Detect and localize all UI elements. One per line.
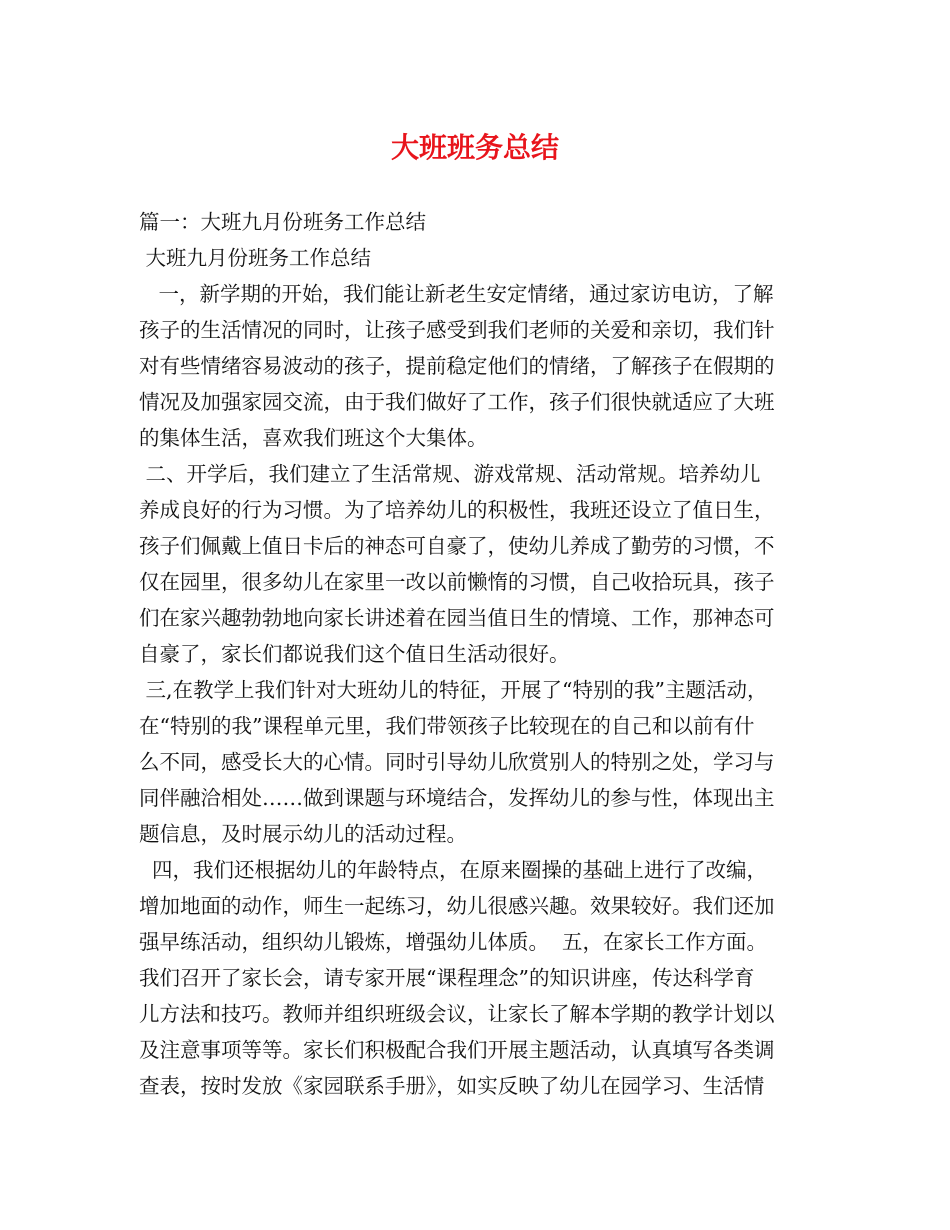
text-line: 四，我们还根据幼儿的年龄特点，在原来圈操的基础上进行了改编， [139, 858, 768, 882]
text-line: 大班九月份班务工作总结 [139, 246, 372, 270]
document-title: 大班班务总结 [390, 131, 559, 164]
text-line: 儿方法和技巧。教师并组织班级会议，让家长了解本学期的教学计划以 [139, 1002, 775, 1026]
text-line: 仅在园里，很多幼儿在家里一改以前懒惰的习惯，自己收拾玩具，孩子 [139, 570, 775, 594]
text-line: 么不同，感受长大的心情。同时引导幼儿欣赏别人的特别之处，学习与 [139, 750, 775, 774]
text-line: 三,在教学上我们针对大班幼儿的特征，开展了“特别的我”主题活动， [139, 678, 768, 702]
text-line: 及注意事项等等。家长们积极配合我们开展主题活动，认真填写各类调 [139, 1038, 775, 1062]
text-line: 同伴融洽相处……做到课题与环境结合，发挥幼儿的参与性，体现出主 [139, 786, 775, 810]
text-line: 一，新学期的开始，我们能让新老生安定情绪，通过家访电访，了解 [139, 282, 774, 306]
text-line: 篇一：大班九月份班务工作总结 [139, 210, 426, 234]
text-line: 孩子们佩戴上值日卡后的神态可自豪了，使幼儿养成了勤劳的习惯，不 [139, 534, 775, 558]
text-line: 情况及加强家园交流，由于我们做好了工作，孩子们很快就适应了大班 [139, 390, 775, 414]
text-line: 的集体生活，喜欢我们班这个大集体。 [139, 426, 488, 450]
document-body [139, 204, 829, 1104]
text-line: 二、开学后，我们建立了生活常规、游戏常规、活动常规。培养幼儿 [139, 462, 761, 486]
text-line: 查表，按时发放《家园联系手册》，如实反映了幼儿在园学习、生活情 [139, 1074, 765, 1098]
text-line: 孩子的生活情况的同时，让孩子感受到我们老师的关爱和亲切，我们针 [139, 318, 775, 342]
text-line: 题信息，及时展示幼儿的活动过程。 [139, 822, 467, 846]
text-line: 增加地面的动作，师生一起练习，幼儿很感兴趣。效果较好。我们还加 [139, 894, 775, 918]
text-line: 强早练活动，组织幼儿锻炼，增强幼儿体质。 五，在家长工作方面。 [139, 930, 768, 954]
text-line: 们在家兴趣勃勃地向家长讲述着在园当值日生的情境、工作，那神态可 [139, 606, 775, 630]
text-line: 我们召开了家长会，请专家开展“课程理念”的知识讲座，传达科学育 [139, 966, 755, 990]
text-line: 养成良好的行为习惯。为了培养幼儿的积极性，我班还设立了值日生， [139, 498, 775, 522]
text-line: 自豪了，家长们都说我们这个值日生活动很好。 [139, 642, 570, 666]
text-line: 对有些情绪容易波动的孩子，提前稳定他们的情绪，了解孩子在假期的 [139, 354, 775, 378]
text-line: 在“特别的我”课程单元里，我们带领孩子比较现在的自己和以前有什 [139, 714, 755, 738]
